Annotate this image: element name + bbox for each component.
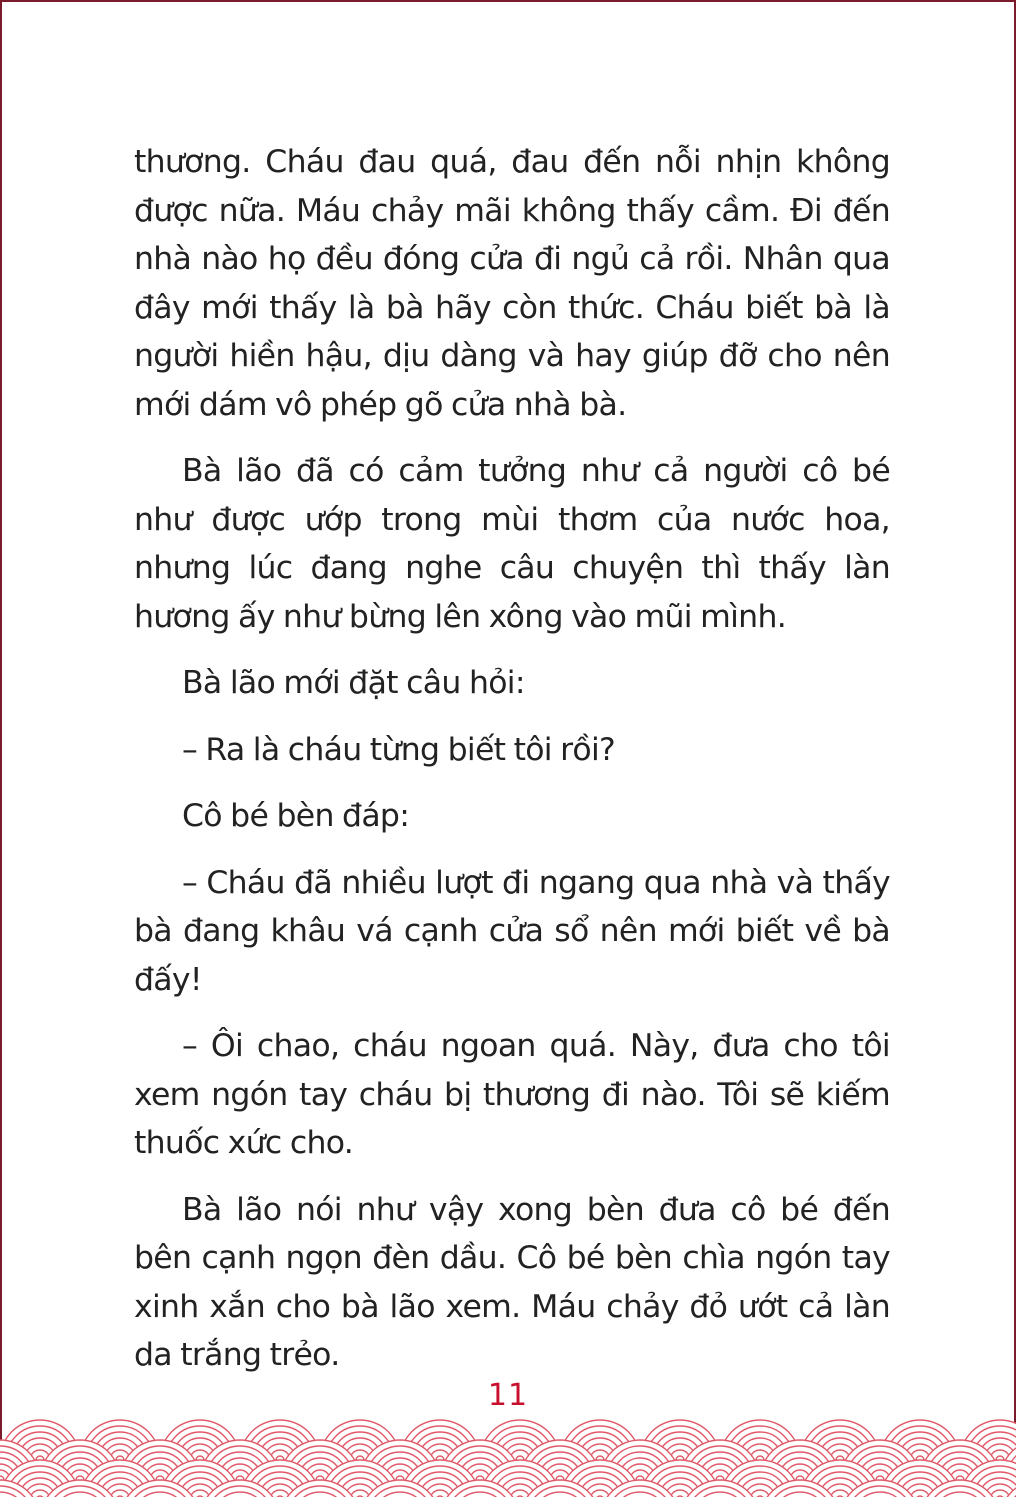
paragraph: Cô bé bèn đáp: (182, 798, 410, 834)
dialogue-line: – Ôi chao, cháu ngoan quá. Này, đưa cho tôi xem ngón tay cháu bị thương đi nào. Tôi sẽ kiếm thuốc xức cho. (134, 1028, 890, 1161)
paragraph: Bà lão đã có cảm tưởng như cả người cô bé như được ướp trong mùi thơm của nước hoa, nhưng lúc đang nghe câu chuyện thì thấy làn hương ấy như bừng lên xông vào mũi mình. (134, 453, 890, 635)
dialogue-line: – Ra là cháu từng biết tôi rồi? (182, 731, 616, 768)
wave-pattern-border (0, 1410, 1016, 1497)
body-text (134, 138, 890, 1398)
paragraph-continuation: thương. Cháu đau quá, đau đến nỗi nhịn không được nữa. Máu chảy mãi không thấy cầm. Đi đến nhà nào họ đều đóng cửa đi ngủ cả rồi. Nhân qua đây mới thấy là bà hãy còn thức. Cháu biết bà là người hiền hậu, dịu dàng và hay giúp đỡ cho nên mới dám vô phép gõ cửa nhà bà. (134, 144, 890, 423)
dialogue-line: – Cháu đã nhiều lượt đi ngang qua nhà và thấy bà đang khâu vá cạnh cửa sổ nên mới biết về bà đấy! (134, 864, 890, 998)
paragraph: Bà lão nói như vậy xong bèn đưa cô bé đến bên cạnh ngọn đèn dầu. Cô bé bèn chìa ngón tay xinh xắn cho bà lão xem. Máu chảy đỏ ướt cả làn da trắng trẻo. (134, 1191, 890, 1373)
paragraph: Bà lão mới đặt câu hỏi: (182, 665, 525, 701)
page-number: 11 (487, 1378, 529, 1413)
